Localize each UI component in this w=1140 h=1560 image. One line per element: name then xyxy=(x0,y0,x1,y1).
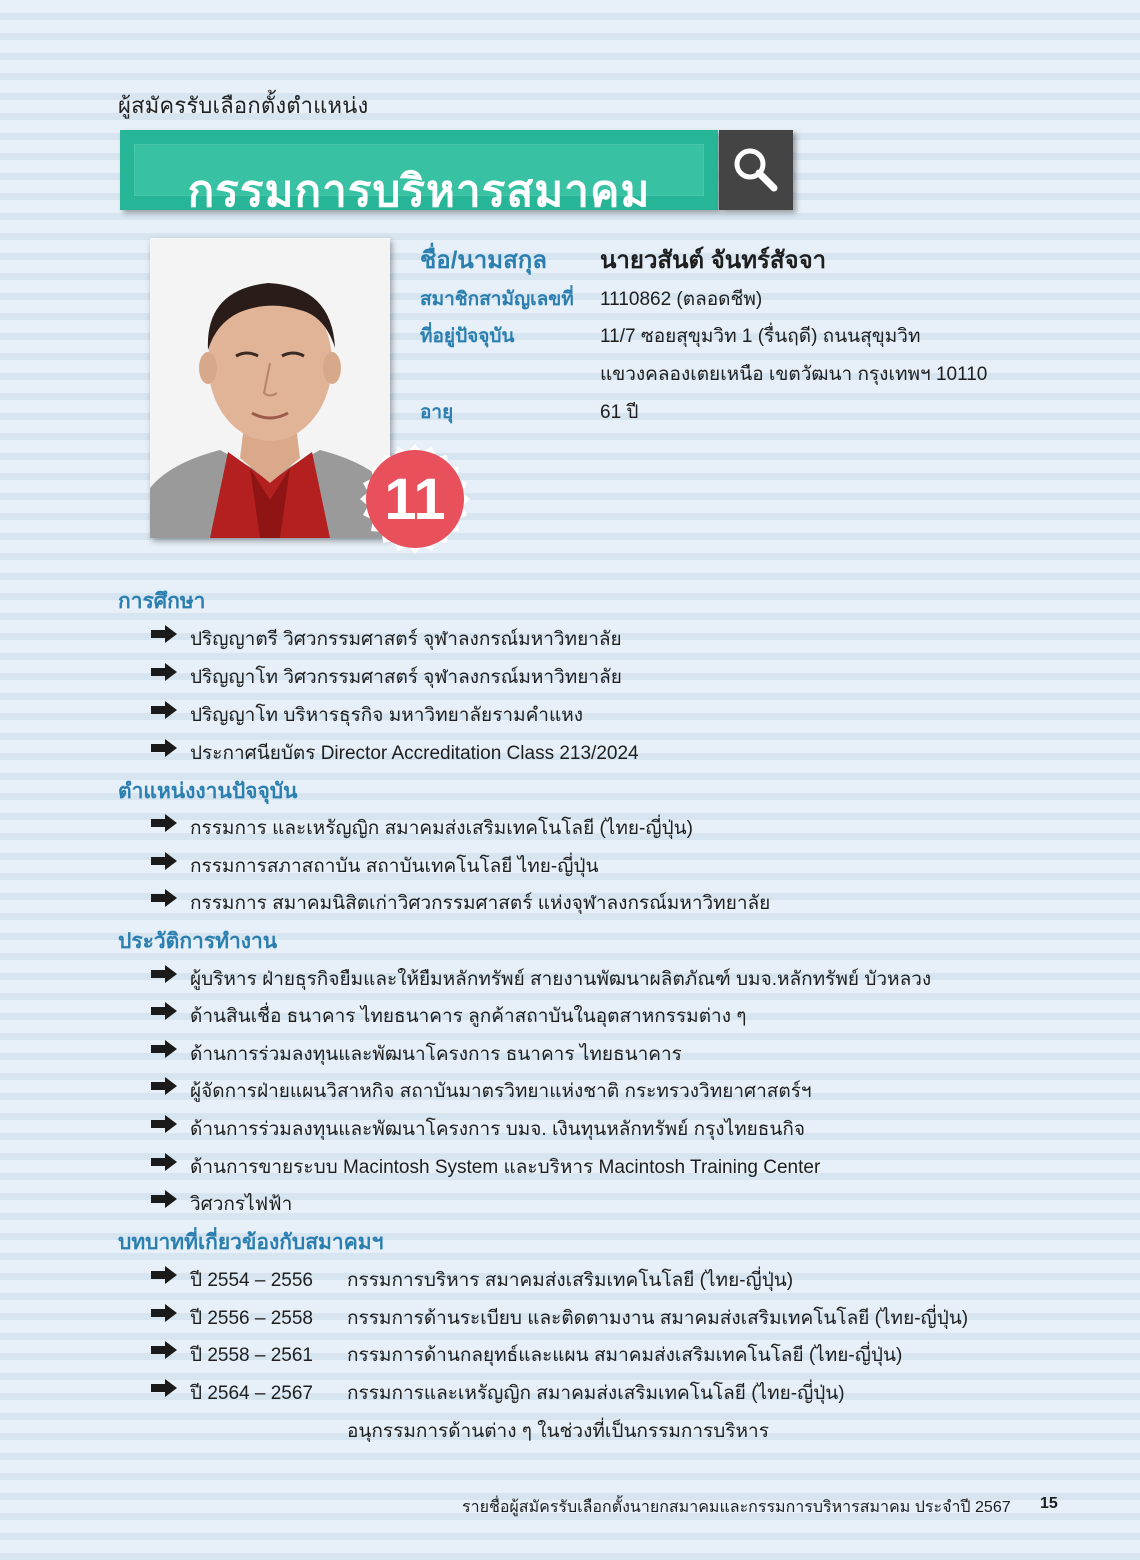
position-item: กรรมการ สมาคมนิสิตเก่าวิศวกรรมศาสตร์ แห่งจุฬาลงกรณ์มหาวิทยาลัย xyxy=(190,893,771,914)
arrow-right-icon xyxy=(150,624,178,644)
arrow-right-icon xyxy=(150,1076,178,1096)
work-history-heading: ประวัติการทำงาน xyxy=(118,930,278,953)
arrow-right-icon xyxy=(150,1001,178,1021)
education-item: ปริญญาโท วิศวกรรมศาสตร์ จุฬาลงกรณ์มหาวิทยาลัย xyxy=(190,667,622,688)
arrow-right-icon xyxy=(150,700,178,720)
name-label: ชื่อ/นามสกุล xyxy=(420,247,547,274)
arrow-right-icon xyxy=(150,888,178,908)
candidate-photo xyxy=(150,238,390,538)
address-line-2: แขวงคลองเตยเหนือ เขตวัฒนา กรุงเทพฯ 10110 xyxy=(600,364,988,385)
education-item: ปริญญาโท บริหารธุรกิจ มหาวิทยาลัยรามคำแหง xyxy=(190,705,584,726)
role-note: อนุกรรมการด้านต่าง ๆ ในช่วงที่เป็นกรรมการบริหาร xyxy=(347,1421,769,1442)
position-item: กรรมการสภาสถาบัน สถาบันเทคโนโลยี ไทย-ญี่ปุ่น xyxy=(190,856,599,877)
arrow-right-icon xyxy=(150,662,178,682)
role-years: ปี 2554 – 2556 xyxy=(190,1270,313,1291)
arrow-right-icon xyxy=(150,1114,178,1134)
title-inner-panel xyxy=(134,144,704,216)
candidate-number: 11 xyxy=(384,467,446,532)
work-item: ด้านการร่วมลงทุนและพัฒนาโครงการ ธนาคาร ไทยธนาคาร xyxy=(190,1044,682,1065)
work-item: ด้านสินเชื่อ ธนาคาร ไทยธนาคาร ลูกค้าสถาบันในอุตสาหกรรมต่าง ๆ xyxy=(190,1006,747,1027)
arrow-right-icon xyxy=(150,1340,178,1360)
age-value: 61 ปี xyxy=(600,402,639,423)
age-label: อายุ xyxy=(420,402,454,423)
page-title: กรรมการบริหารสมาคม xyxy=(187,167,651,216)
address-line-1: 11/7 ซอยสุขุมวิท 1 (รื่นฤดี) ถนนสุขุมวิท xyxy=(600,326,921,347)
association-roles-heading: บทบาทที่เกี่ยวข้องกับสมาคมฯ xyxy=(118,1231,384,1254)
arrow-right-icon xyxy=(150,813,178,833)
work-item: ด้านการขายระบบ Macintosh System และบริหาร Macintosh Training Center xyxy=(190,1157,821,1178)
arrow-right-icon xyxy=(150,1152,178,1172)
education-heading: การศึกษา xyxy=(118,590,206,613)
pre-title: ผู้สมัครรับเลือกตั้งตำแหน่ง xyxy=(118,93,369,118)
work-item: ด้านการร่วมลงทุนและพัฒนาโครงการ บมจ. เงินทุนหลักทรัพย์ กรุงไทยธนกิจ xyxy=(190,1119,806,1140)
member-number: 1110862 (ตลอดชีพ) xyxy=(600,289,763,310)
work-item: ผู้บริหาร ฝ่ายธุรกิจยืมและให้ยืมหลักทรัพย์ สายงานพัฒนาผลิตภัณฑ์ บมจ.หลักทรัพย์ บัวหลวง xyxy=(190,969,932,990)
position-item: กรรมการ และเหรัญญิก สมาคมส่งเสริมเทคโนโลยี (ไทย-ญี่ปุ่น) xyxy=(190,818,693,839)
candidate-number-badge xyxy=(356,442,474,560)
work-item: วิศวกรไฟฟ้า xyxy=(190,1194,293,1215)
arrow-right-icon xyxy=(150,964,178,984)
arrow-right-icon xyxy=(150,1039,178,1059)
role-description: กรรมการด้านระเบียบ และติดตามงาน สมาคมส่งเสริมเทคโนโลยี (ไทย-ญี่ปุ่น) xyxy=(347,1308,969,1329)
work-item: ผู้จัดการฝ่ายแผนวิสาหกิจ สถาบันมาตรวิทยาแห่งชาติ กระทรวงวิทยาศาสตร์ฯ xyxy=(190,1081,812,1102)
arrow-right-icon xyxy=(150,1189,178,1209)
portrait-illustration xyxy=(150,238,390,538)
role-years: ปี 2558 – 2561 xyxy=(190,1345,313,1366)
address-label: ที่อยู่ปัจจุบัน xyxy=(420,326,515,347)
role-years: ปี 2564 – 2567 xyxy=(190,1383,313,1404)
arrow-right-icon xyxy=(150,1265,178,1285)
footer-text: รายชื่อผู้สมัครรับเลือกตั้งนายกสมาคมและกรรมการบริหารสมาคม ประจำปี 2567 xyxy=(462,1499,1011,1516)
role-years: ปี 2556 – 2558 xyxy=(190,1308,313,1329)
education-item: ปริญญาตรี วิศวกรรมศาสตร์ จุฬาลงกรณ์มหาวิทยาลัย xyxy=(190,629,622,650)
arrow-right-icon xyxy=(150,1303,178,1323)
role-description: กรรมการบริหาร สมาคมส่งเสริมเทคโนโลยี (ไทย-ญี่ปุ่น) xyxy=(347,1270,794,1291)
candidate-name: นายวสันต์ จันทร์สัจจา xyxy=(600,247,827,274)
search-icon xyxy=(732,146,780,194)
member-label: สมาชิกสามัญเลขที่ xyxy=(420,289,574,310)
current-positions-heading: ตำแหน่งงานปัจจุบัน xyxy=(118,780,298,803)
arrow-right-icon xyxy=(150,738,178,758)
role-description: กรรมการด้านกลยุทธ์และแผน สมาคมส่งเสริมเทคโนโลยี (ไทย-ญี่ปุ่น) xyxy=(347,1345,903,1366)
arrow-right-icon xyxy=(150,851,178,871)
arrow-right-icon xyxy=(150,1378,178,1398)
search-button[interactable] xyxy=(719,130,793,210)
title-banner xyxy=(120,130,718,216)
role-description: กรรมการและเหรัญญิก สมาคมส่งเสริมเทคโนโลยี (ไทย-ญี่ปุ่น) xyxy=(347,1383,845,1404)
page-number: 15 xyxy=(1040,1495,1058,1512)
education-item: ประกาศนียบัตร Director Accreditation Class 213/2024 xyxy=(190,743,639,764)
